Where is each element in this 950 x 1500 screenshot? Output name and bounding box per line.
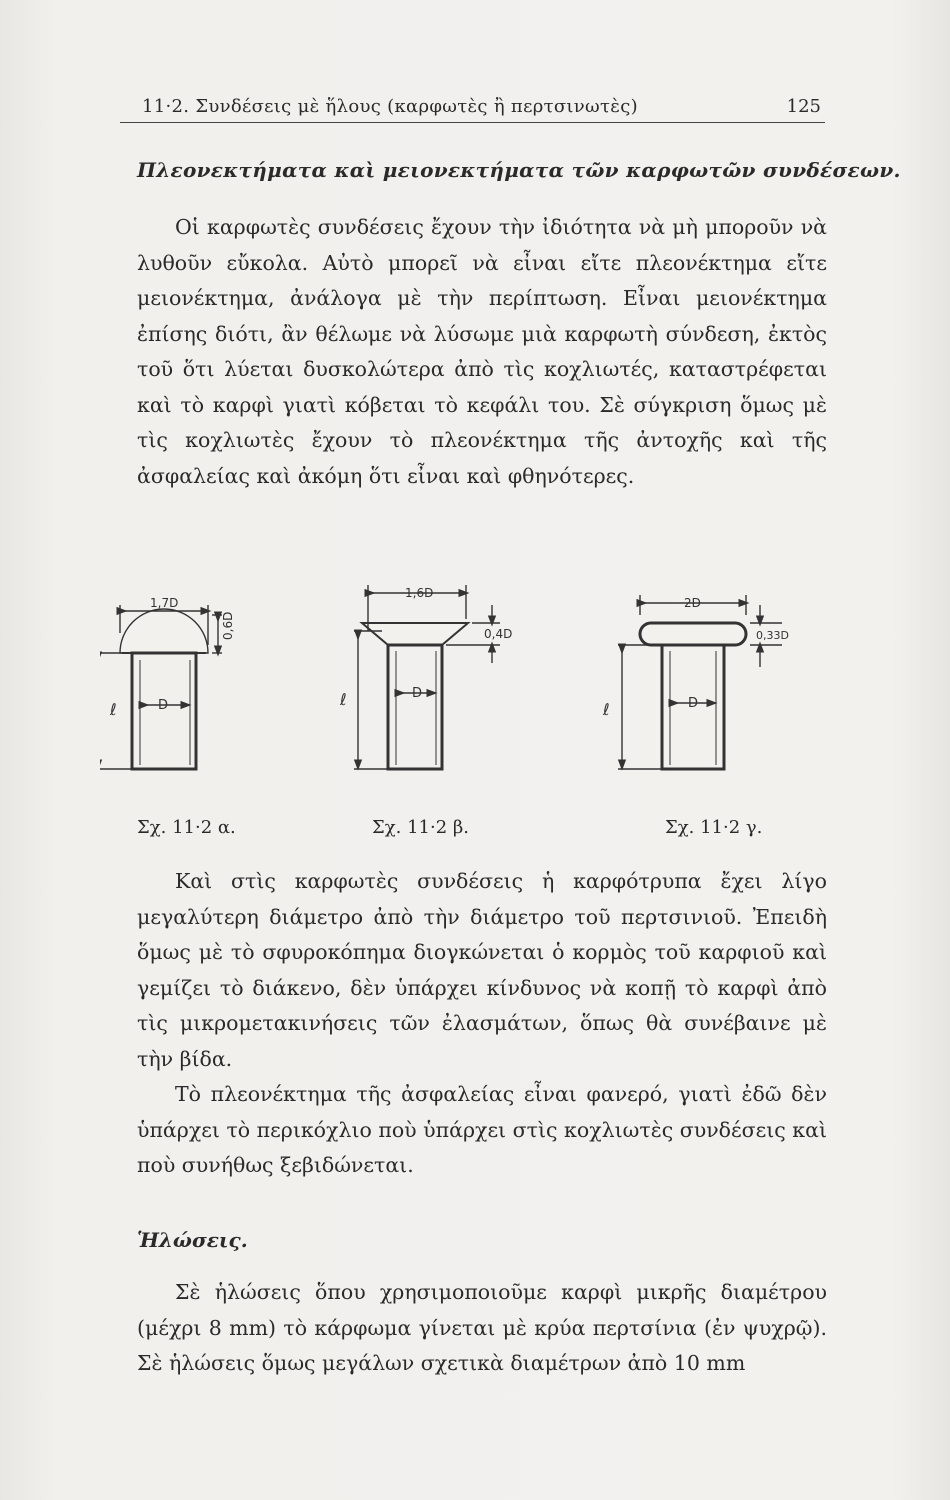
fig-c-head-width: 2D: [684, 596, 701, 610]
fig-b-length: ℓ: [340, 690, 347, 709]
running-title: 11·2. Συνδέσεις μὲ ἥλους (καρφωτὲς ἢ περτσινωτὲς): [142, 96, 638, 117]
rivet-round-head: [100, 605, 222, 769]
figure-caption-b: Σχ. 11·2 β.: [372, 817, 470, 838]
rivet-figures: [100, 575, 800, 835]
fig-a-head-height: 0,6D: [221, 611, 235, 640]
fig-a-length: ℓ: [110, 700, 117, 719]
fig-b-head-width: 1,6D: [405, 586, 434, 600]
fig-b-head-height: 0,4D: [484, 627, 513, 641]
page-number: 125: [786, 96, 821, 117]
paragraph-safety: Τὸ πλεονέκτημα τῆς ἀσφαλείας εἶναι φανερό, γιατὶ ἐδῶ δὲν ὑπάρχει τὸ περικόχλιο ποὺ ὑπάρχει στὶς κοχλιωτὲς συνδέσεις καὶ ποὺ συνήθως ξεβιδώνεται.: [137, 1082, 827, 1177]
fig-a-head-width: 1,7D: [150, 596, 179, 610]
figure-caption-a: Σχ. 11·2 α.: [137, 817, 236, 838]
fig-c-head-height: 0,33D: [756, 629, 789, 642]
paragraph-advantages: Οἱ καρφωτὲς συνδέσεις ἔχουν τὴν ἰδιότητα νὰ μὴ μποροῦν νὰ λυθοῦν εὔκολα. Αὐτὸ μπορεῖ νὰ εἶναι εἴτε πλεονέκτημα εἴτε μειονέκτημα, ἀνάλογα μὲ τὴν περίπτωση. Εἶναι μειονέκτημα ἐπίσης διότι, ἂν θέλωμε νὰ λύσωμε μιὰ καρφωτὴ σύνδεση, ἐκτὸς τοῦ ὅτι λύεται δυσκολώτερα ἀπὸ τὶς κοχλιωτές, καταστρέφεται καὶ τὸ καρφὶ γιατὶ κόβεται τὸ κεφάλι του. Σὲ σύγκριση ὅμως μὲ τὶς κοχλιωτὲς ἔχουν τὸ πλεονέκτημα τῆς ἀντοχῆς καὶ τῆς ἀσφαλείας καὶ ἀκόμη ὅτι εἶναι καὶ φθηνότερες.: [137, 215, 827, 488]
running-header: [120, 92, 825, 123]
fig-a-diameter: D: [158, 698, 169, 713]
fig-c-length: ℓ: [603, 700, 610, 719]
fig-c-diameter: D: [688, 696, 699, 711]
subsection-heading: Ἡλώσεις.: [137, 1228, 248, 1252]
rivet-countersunk: [354, 585, 500, 769]
section-heading: Πλεονεκτήματα καὶ μειονεκτήματα τῶν καρφωτῶν συνδέσεων.: [137, 158, 901, 182]
fig-b-diameter: D: [412, 686, 423, 701]
paragraph-riveting: Σὲ ἡλώσεις ὅπου χρησιμοποιοῦμε καρφὶ μικρῆς διαμέτρου (μέχρι 8 mm) τὸ κάρφωμα γίνεται μὲ κρύα περτσίνια (ἐν ψυχρῷ). Σὲ ἡλώσεις ὅμως μεγάλων σχετικὰ διαμέτρων ἀπὸ 10 mm: [137, 1280, 827, 1375]
figure-caption-c: Σχ. 11·2 γ.: [665, 817, 763, 838]
paragraph-rivet-hole: Καὶ στὶς καρφωτὲς συνδέσεις ἡ καρφότρυπα ἔχει λίγο μεγαλύτερη διάμετρο ἀπὸ τὴν διάμετρο τοῦ περτσινιοῦ. Ἐπειδὴ ὅμως μὲ τὸ σφυροκόπημα διογκώνεται ὁ κορμὸς τοῦ καρφιοῦ καὶ γεμίζει τὸ διάκενο, δὲν ὑπάρχει κίνδυνος νὰ κοπῇ τὸ καρφὶ ἀπὸ τὶς μικρομετακινήσεις τῶν ἐλασμάτων, ὅπως θὰ συνέβαινε μὲ τὴν βίδα.: [137, 869, 827, 1071]
rivet-flat-head: [618, 595, 782, 769]
